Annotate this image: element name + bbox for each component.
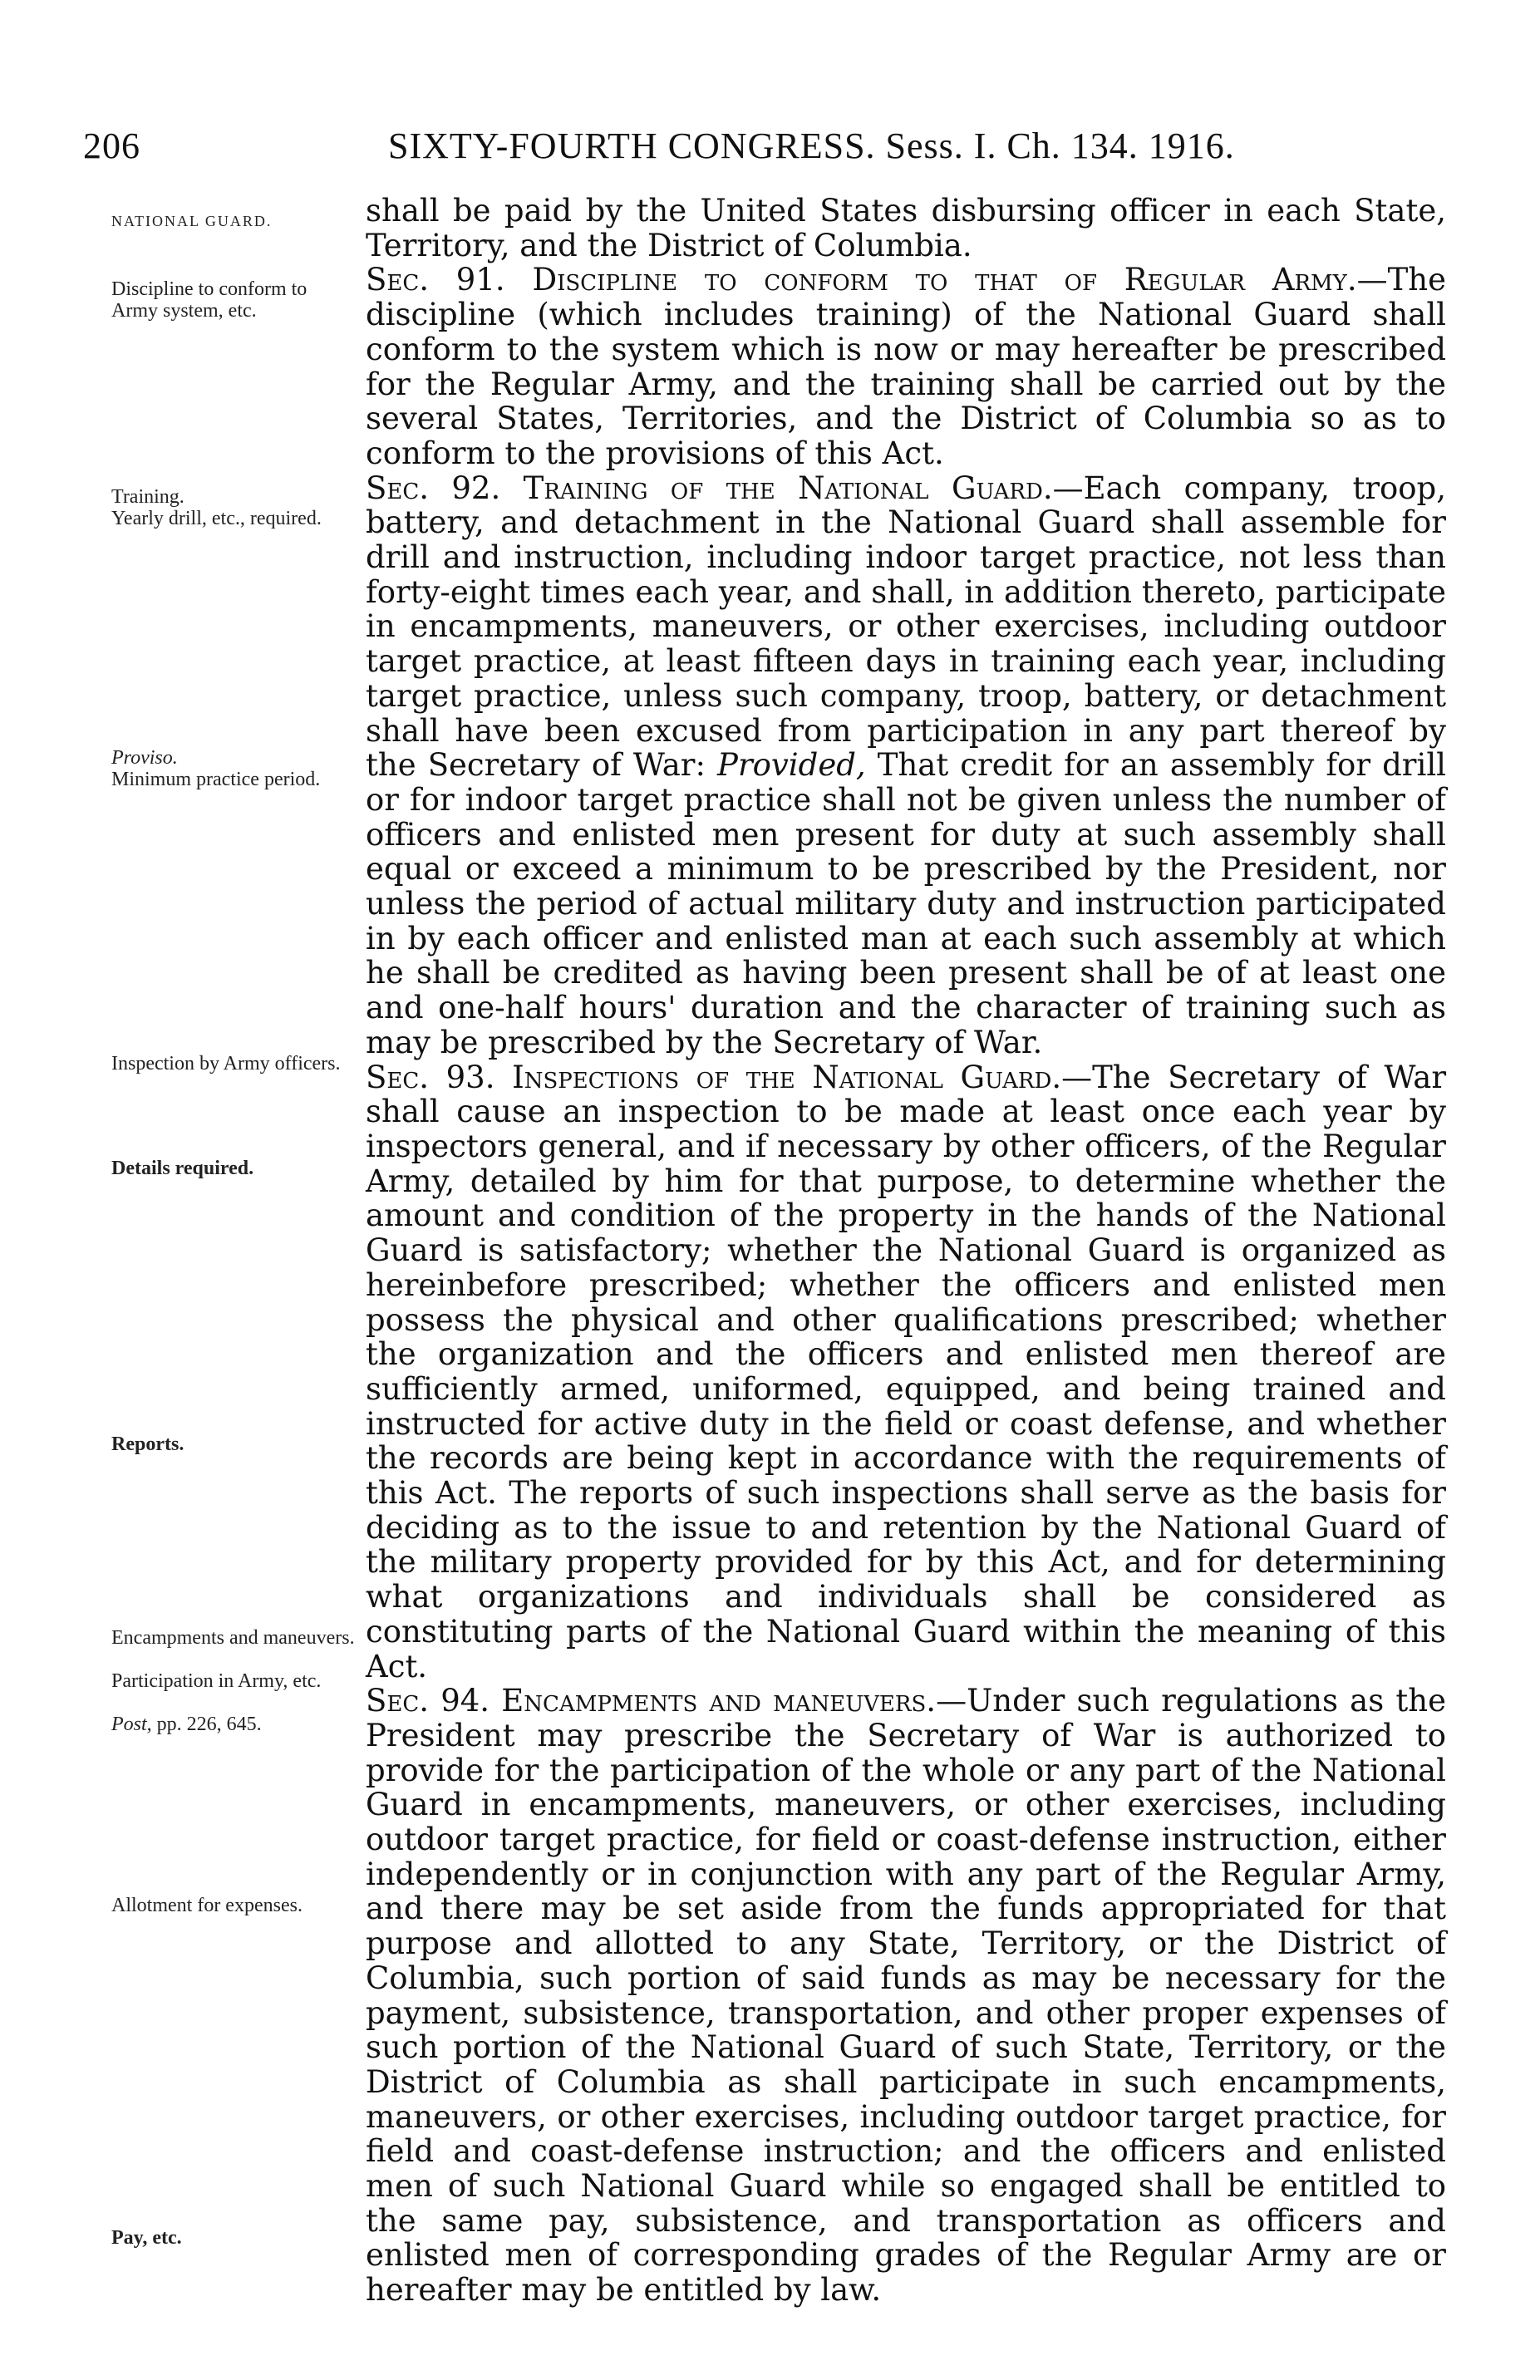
- section-93-number: Sec. 93.: [366, 1059, 495, 1095]
- section-94: [366, 1684, 1446, 2308]
- section-92-number: Sec. 92.: [366, 470, 501, 506]
- margin-note-pay: Pay, etc.: [111, 2227, 182, 2249]
- section-94-title: Encampments and maneuvers.: [501, 1683, 937, 1719]
- section-93-title: Inspections of the National Guard.: [512, 1059, 1062, 1095]
- page-header: [83, 125, 1446, 175]
- section-92-text-a: —Each company, troop, battery, and detachment in the National Guard shall assemble for drill and instruction, including indoor target practice, not less than forty-eight times each year, and shall, in addition thereto, participate in encampments, maneuvers, or other exercises, including outdoor target practice, at least fifteen days in training each year, including target practice, unless such company, troop, battery, or detachment shall have been excused from participation in any part thereof by the Secretary of War:: [366, 470, 1446, 784]
- section-92-provided: Provided,: [717, 747, 866, 784]
- running-title: SIXTY-FOURTH CONGRESS. Sess. I. Ch. 134. 1916.: [388, 125, 1235, 166]
- section-91: [366, 263, 1446, 470]
- page-number: 206: [83, 125, 140, 166]
- section-94-text: —Under such regulations as the President may prescribe the Secretary of War is authorized to provide for the participation of the whole or any part of the National Guard in encampments, maneuvers, or other exercises, including outdoor target practice, for field or coast-defense instruction, either independently or in conjunction with any part of the Regular Army, and there may be set aside from the funds appropriated for that purpose and allotted to any State, Territory, or the District of Columbia, such portion of said funds as may be necessary for the payment, subsistence, transportation, and other proper expenses of such portion of the National Guard of such State, Territory, or the District of Columbia as shall participate in such encampments, maneuvers, or other exercises, including outdoor target practice, for field and coast-defense instruction; and the officers and enlisted men of such National Guard while so engaged shall be entitled to the same pay, subsistence, and transportation as officers and enlisted men of corresponding grades of the Regular Army are or hereafter may be entitled by law.: [366, 1683, 1446, 2309]
- margin-note-training: Training.: [111, 486, 185, 508]
- statute-body: [366, 194, 1446, 2308]
- section-91-text: —The discipline (which includes training) of the National Guard shall conform to the system which is now or may hereafter be prescribed for the Regular Army, and the training shall be carried out by the several States, Territories, and the District of Columbia so as to conform to the provisions of this Act.: [366, 262, 1446, 471]
- margin-note-discipline: Discipline to conform to Army system, etc.: [111, 278, 308, 322]
- margin-note-allotment: Allotment for expenses.: [111, 1895, 303, 1916]
- section-91-title: Discipline to conform to that of Regular Army.: [532, 262, 1357, 298]
- margin-note-reports: Reports.: [111, 1433, 185, 1455]
- margin-note-post: [111, 1714, 361, 1735]
- section-93: [366, 1060, 1446, 1684]
- section-91-number: Sec. 91.: [366, 262, 505, 298]
- margin-note-proviso: Proviso.: [111, 747, 178, 769]
- margin-note-inspection: Inspection by Army officers.: [111, 1053, 341, 1074]
- margin-note-national-guard: NATIONAL GUARD.: [111, 213, 273, 229]
- section-92-title: Training of the National Guard.: [523, 470, 1053, 506]
- margin-note-details-required: Details required.: [111, 1158, 254, 1179]
- section-93-text: —The Secretary of War shall cause an inspection to be made at least once each year by inspectors general, and if necessary by other officers, of the Regular Army, detailed by him for that purpose, to determine whether the amount and condition of the property in the hands of the National Guard is satisfactory; whether the National Guard is organized as hereinbefore prescribed; whether the officers and enlisted men possess the physical and other qualifications prescribed; whether the organization and the officers and enlisted men thereof are sufficiently armed, uniformed, equipped, and being trained and instructed for active duty in the field or coast defense, and whether the records are being kept in accordance with the requirements of this Act. The reports of such inspections shall serve as the basis for deciding as to the issue to and retention by the National Guard of the military property provided for by this Act, and for determining what organizations and individuals shall be considered as constituting parts of the National Guard within the meaning of this Act.: [366, 1059, 1447, 1684]
- section-92: [366, 471, 1446, 1060]
- continuation-paragraph: shall be paid by the United States disbursing officer in each State, Territory, and the District of Columbia.: [366, 193, 1446, 263]
- margin-note-minimum-practice: Minimum practice period.: [111, 769, 321, 790]
- margin-note-participation: Participation in Army, etc.: [111, 1670, 322, 1692]
- post-label: Post,: [111, 1714, 152, 1735]
- margin-note-encampments: Encampments and maneuvers.: [111, 1627, 355, 1649]
- section-92-text-b: That credit for an assembly for drill or for indoor target practice shall not be given unless the number of officers and enlisted men present for duty at such assembly shall equal or exceed a minimum to be prescribed by the President, nor unless the period of actual military duty and instruction participated in by each officer and enlisted man at each such assembly at which he shall be credited as having been present shall be of at least one and one-half hours' duration and the character of training such as may be prescribed by the Secretary of War.: [366, 747, 1446, 1060]
- post-pages: pp. 226, 645.: [156, 1714, 262, 1735]
- section-94-number: Sec. 94.: [366, 1683, 490, 1719]
- margin-note-yearly-drill: Yearly drill, etc., required.: [111, 508, 322, 529]
